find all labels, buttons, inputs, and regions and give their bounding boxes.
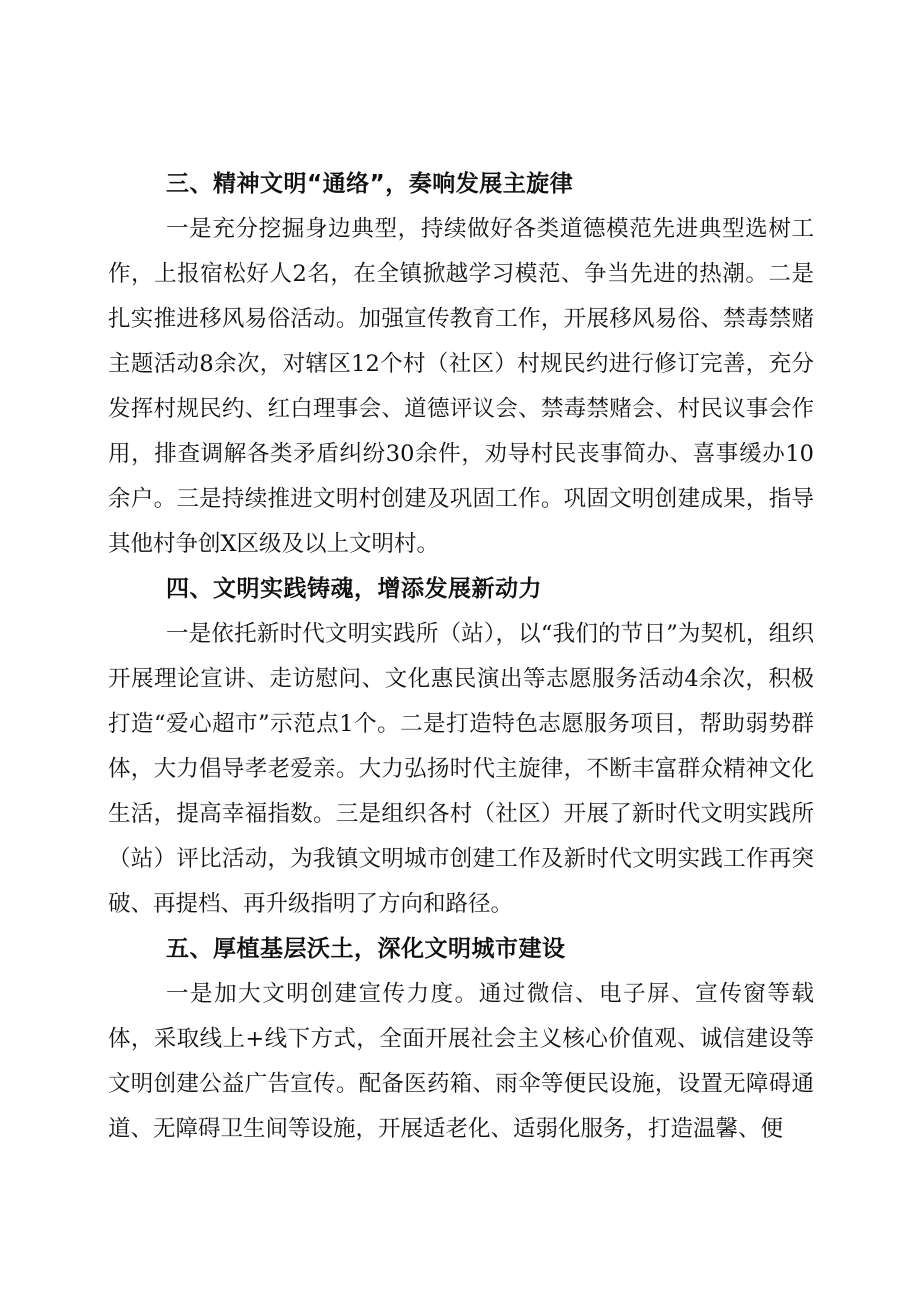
section-paragraph-4: 一是依托新时代文明实践所（站），以“我们的节日”为契机，组织开展理论宣讲、走访慰问、文化惠民演出等志愿服务活动4余次，积极打造“爱心超市”示范点1个。二是打造特色志愿服务项目，帮助弱势群体，大力倡导孝老爱亲。大力弘扬时代主旋律，不断丰富群众精神文化生活，提高幸福指数。三是组织各村（社区）开展了新时代文明实践所（站）评比活动，为我镇文明城市创建工作及新时代文明实践工作再突破、再提档、再升级指明了方向和路径。 (108, 621, 814, 917)
section-heading-3: 三、精神文明“通络”，奏响发展主旋律 (166, 171, 574, 197)
document-body (108, 162, 814, 1152)
section-heading-5: 五、厚植基层沃土，深化文明城市建设 (166, 936, 566, 962)
section-paragraph-3: 一是充分挖掘身边典型，持续做好各类道德模范先进典型选树工作，上报宿松好人2名，在全镇掀越学习模范、争当先进的热潮。二是扎实推进移风易俗活动。加强宣传教育工作，开展移风易俗、禁毒禁赌主题活动8余次，对辖区12个村（社区）村规民约进行修订完善，充分发挥村规民约、红白理事会、道德评议会、禁毒禁赌会、村民议事会作用，排查调解各类矛盾纠纷30余件，劝导村民丧事简办、喜事缓办10余户。三是持续推进文明村创建及巩固工作。巩固文明创建成果，指导其他村争创X区级及以上文明村。 (108, 216, 814, 557)
section-paragraph-5: 一是加大文明创建宣传力度。通过微信、电子屏、宣传窗等载体，采取线上+线下方式，全面开展社会主义核心价值观、诚信建设等文明创建公益广告宣传。配备医药箱、雨伞等便民设施，设置无障碍通道、无障碍卫生间等设施，开展适老化、适弱化服务，打造温馨、便 (108, 981, 814, 1142)
section-heading-4: 四、文明实践铸魂，增添发展新动力 (166, 576, 542, 602)
